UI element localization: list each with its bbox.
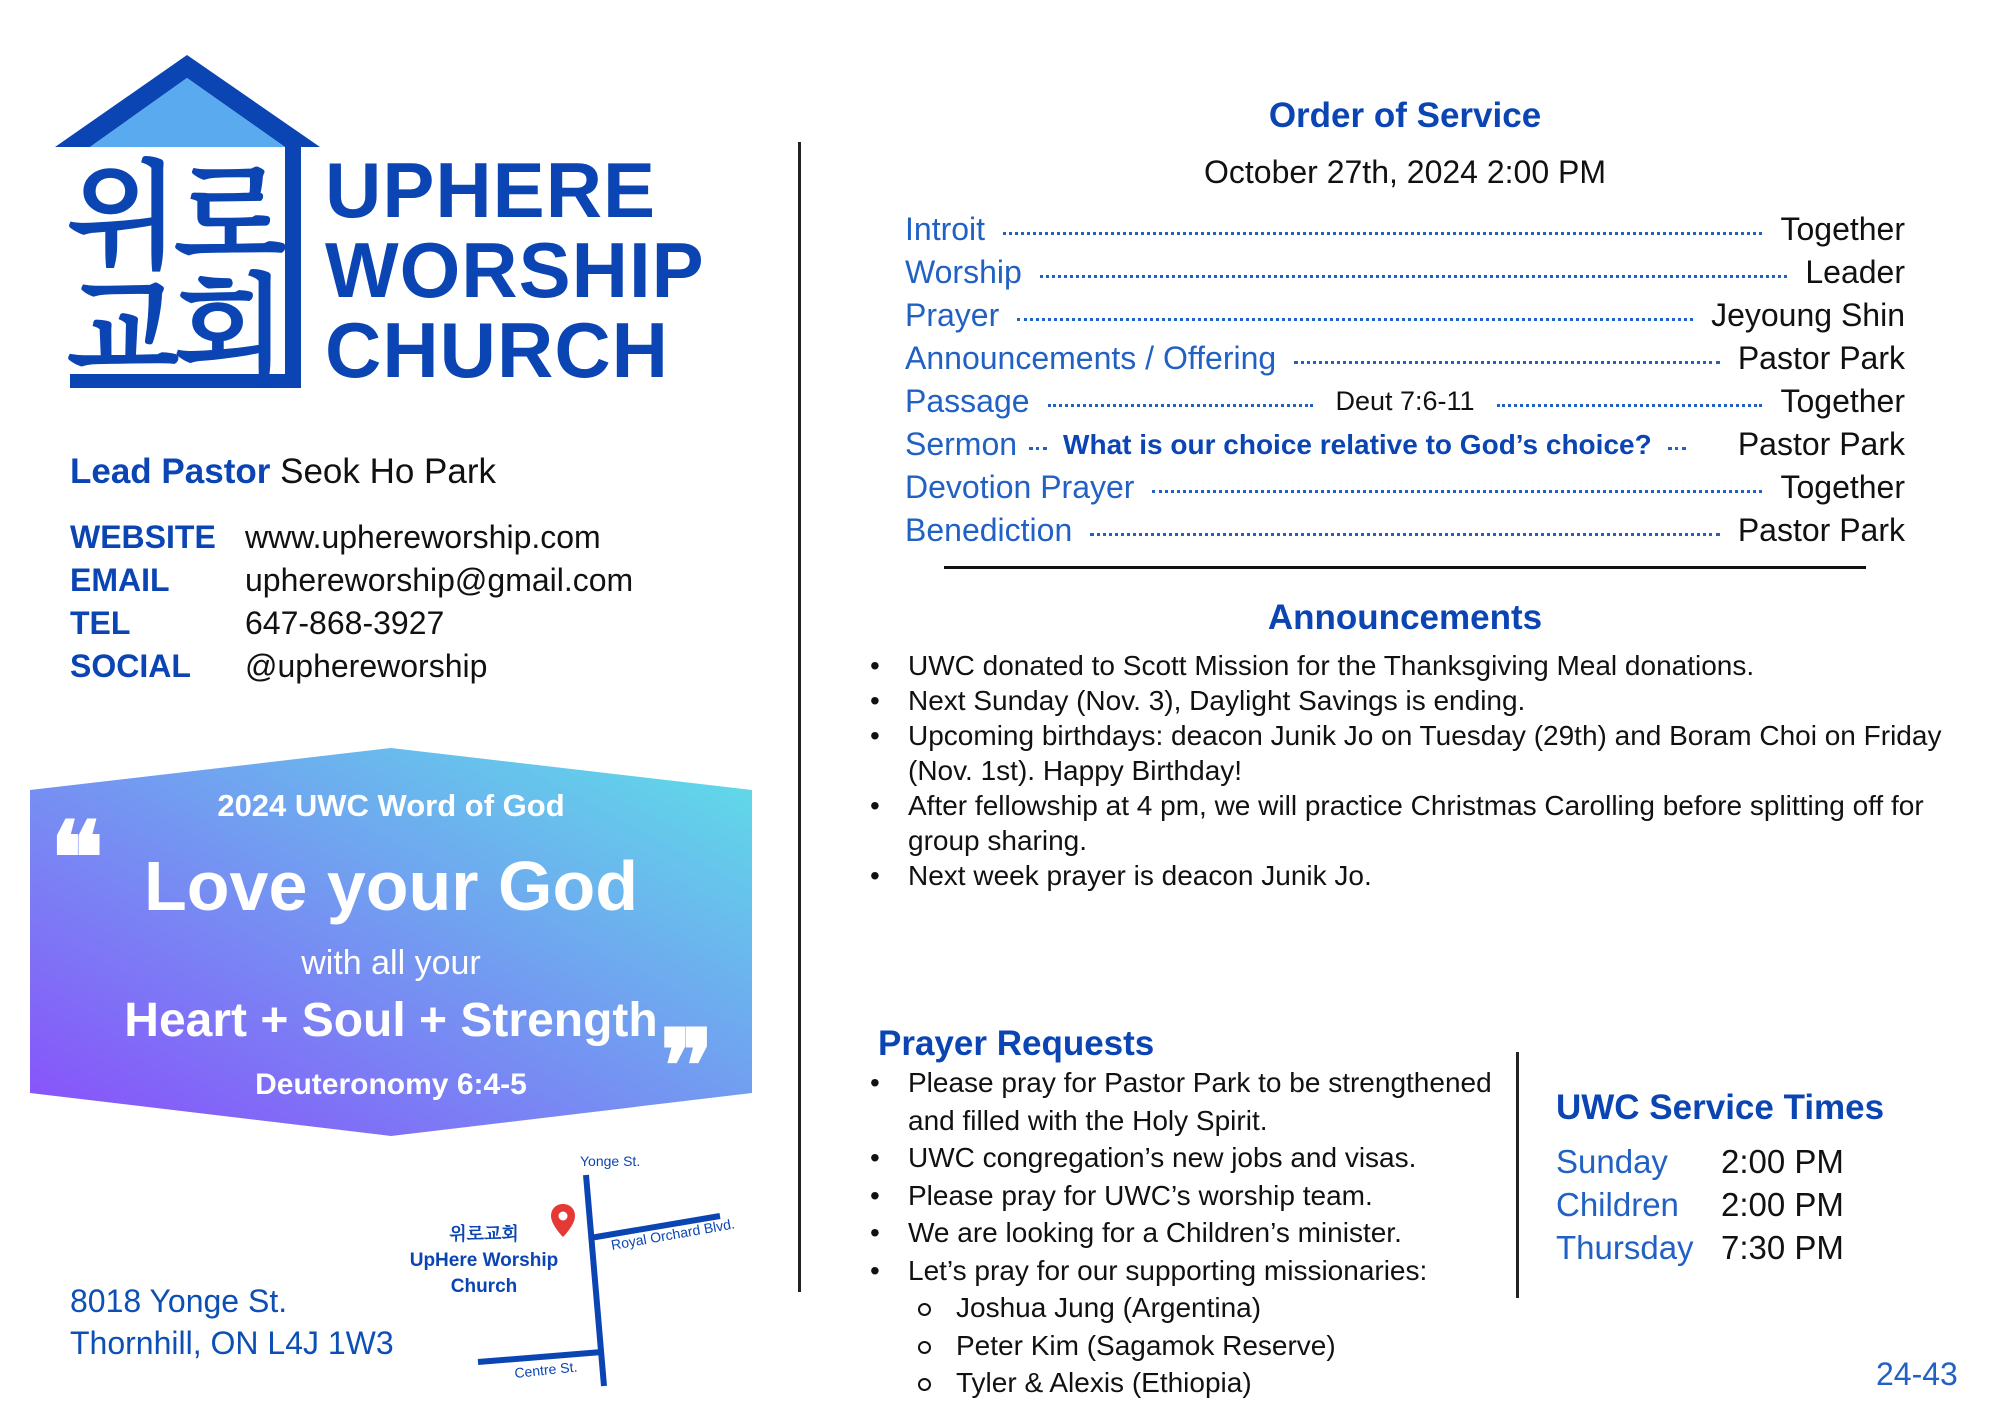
service-item-leader: Jeyoung Shin	[1711, 297, 1905, 333]
service-item-leader: Pastor Park	[1737, 340, 1905, 376]
church-address	[70, 1280, 394, 1364]
church-name-line2: WORSHIP	[325, 226, 705, 314]
prayer-item: • UWC congregation’s new jobs and visas.	[870, 1139, 1510, 1177]
service-item-name: Devotion Prayer	[905, 469, 1135, 505]
close-quote-icon: ❞	[660, 1007, 714, 1125]
prayer-item-text: Let’s pray for our supporting missionaries:	[908, 1254, 1428, 1286]
service-item	[905, 337, 1905, 380]
korean-char-2: 로	[174, 150, 287, 285]
service-item	[905, 380, 1905, 423]
banner-heading: 2024 UWC Word of God	[217, 788, 565, 823]
missionary-list	[908, 1289, 1510, 1402]
contact-label: EMAIL	[70, 562, 170, 598]
missionary-item: Peter Kim (Sagamok Reserve)	[908, 1327, 1510, 1365]
announcements-list	[870, 648, 1960, 893]
service-item-leader: Together	[1780, 383, 1905, 419]
service-times-title: UWC Service Times	[1556, 1088, 1885, 1127]
prayer-item: • Please pray for UWC’s worship team.	[870, 1177, 1510, 1215]
contact-social	[70, 645, 633, 688]
service-item-leader: Together	[1780, 469, 1905, 505]
service-item	[905, 208, 1905, 251]
service-date: October 27th, 2024 2:00 PM	[1203, 154, 1607, 190]
contact-website	[70, 516, 633, 559]
contact-label: TEL	[70, 605, 131, 641]
service-item-leader: Leader	[1805, 254, 1905, 290]
church-name-line1: UPHERE	[325, 146, 657, 234]
open-quote-icon: ❝	[50, 799, 104, 917]
lead-pastor	[70, 452, 496, 492]
map-pin-icon	[551, 1204, 575, 1237]
dot-leader	[1029, 447, 1047, 450]
church-name-line3: CHURCH	[325, 306, 669, 394]
contact-info	[70, 516, 633, 688]
service-item-leader: Together	[1780, 211, 1905, 247]
banner-reference: Deuteronomy 6:4-5	[255, 1068, 527, 1101]
dot-leader	[1048, 404, 1314, 407]
banner-content	[30, 748, 752, 1136]
korean-char-4: 회	[174, 263, 287, 392]
banner-main-text: Love your God	[144, 847, 638, 925]
prayer-item	[870, 1252, 1510, 1402]
church-name	[325, 146, 705, 394]
contact-label: SOCIAL	[70, 648, 191, 684]
missionary-item: Joshua Jung (Argentina)	[908, 1289, 1510, 1327]
lead-pastor-label: Lead Pastor	[70, 452, 271, 491]
prayer-requests-title: Prayer Requests	[878, 1024, 1155, 1063]
prayer-requests	[870, 1064, 1510, 1402]
service-item	[905, 294, 1905, 337]
service-times	[1556, 1140, 1844, 1269]
dot-leader	[1040, 275, 1788, 278]
service-item-detail: Deut 7:6-11	[1335, 386, 1475, 416]
service-item-name: Sermon	[905, 426, 1018, 462]
prayer-item: • Please pray for Pastor Park to be strengthened and filled with the Holy Spirit.	[870, 1064, 1510, 1139]
service-time-row	[1556, 1226, 1844, 1269]
website-link[interactable]: www.uphereworship.com	[245, 519, 601, 555]
korean-char-1: 위	[67, 150, 180, 285]
service-time-row	[1556, 1183, 1844, 1226]
service-item	[905, 509, 1905, 552]
address-line1: 8018 Yonge St.	[70, 1283, 288, 1319]
announcement-item: • UWC donated to Scott Mission for the Thanksgiving Meal donations.	[870, 648, 1960, 683]
social-handle: @uphereworship	[245, 648, 488, 684]
service-item-name: Introit	[905, 211, 986, 247]
service-time: 2:00 PM	[1721, 1142, 1844, 1180]
service-day: Sunday	[1556, 1142, 1668, 1180]
service-item-name: Passage	[905, 383, 1030, 419]
phone-number: 647-868-3927	[245, 605, 445, 641]
banner-emphasis: Heart + Soul + Strength	[124, 994, 658, 1047]
service-item-name: Announcements / Offering	[905, 340, 1277, 376]
street-label-centre: Centre St.	[513, 1358, 578, 1381]
service-item-leader: Pastor Park	[1737, 426, 1905, 462]
dot-leader	[1668, 447, 1686, 450]
announcements-title: Announcements	[1267, 598, 1543, 637]
dot-leader	[1497, 404, 1763, 407]
address-line2: Thornhill, ON L4J 1W3	[70, 1325, 394, 1361]
church-logo	[50, 52, 325, 392]
service-day: Children	[1556, 1185, 1679, 1223]
service-item	[905, 423, 1905, 466]
contact-label: WEBSITE	[70, 519, 216, 555]
dot-leader	[1152, 490, 1762, 493]
email-link[interactable]: uphereworship@gmail.com	[245, 562, 634, 598]
location-map	[380, 1140, 780, 1400]
column-divider	[798, 142, 801, 1292]
map-korean-name: 위로교회	[449, 1224, 519, 1245]
service-times-divider	[1516, 1052, 1519, 1298]
dot-leader	[1003, 232, 1762, 235]
sermon-title: What is our choice relative to God’s choice?	[1063, 428, 1652, 460]
dot-leader	[1294, 361, 1720, 364]
announcement-item: • Next week prayer is deacon Junik Jo.	[870, 858, 1960, 893]
korean-char-3: 교	[67, 263, 180, 392]
dot-leader	[1017, 318, 1693, 321]
announcement-item: • After fellowship at 4 pm, we will practice Christmas Carolling before splitting off for group sharing.	[870, 788, 1960, 858]
order-of-service-list	[905, 208, 1905, 552]
missionary-item: Tyler & Alexis (Ethiopia)	[908, 1364, 1510, 1402]
service-time: 7:30 PM	[1721, 1228, 1844, 1266]
street-label-yonge: Yonge St.	[580, 1153, 641, 1169]
service-time-row	[1556, 1140, 1844, 1183]
service-time: 2:00 PM	[1721, 1185, 1844, 1223]
service-item	[905, 466, 1905, 509]
dot-leader	[1090, 533, 1720, 536]
announcement-item: • Next Sunday (Nov. 3), Daylight Savings is ending.	[870, 683, 1960, 718]
service-item-name: Benediction	[905, 512, 1073, 548]
service-item-name: Worship	[905, 254, 1022, 290]
map-church-name-2: Church	[450, 1276, 518, 1297]
contact-email	[70, 559, 633, 602]
street-label-royal-orchard: Royal Orchard Blvd.	[609, 1215, 736, 1253]
service-item-name: Prayer	[905, 297, 1000, 333]
service-item	[905, 251, 1905, 294]
service-day: Thursday	[1556, 1228, 1694, 1266]
page-number: 24-43	[1876, 1356, 1958, 1392]
order-of-service-title: Order of Service	[1268, 96, 1542, 135]
announcement-item: • Upcoming birthdays: deacon Junik Jo on Tuesday (29th) and Boram Choi on Friday (Nov. 1st). Happy Birthday!	[870, 718, 1960, 788]
map-church-name-1: UpHere Worship	[409, 1250, 559, 1271]
section-divider	[944, 566, 1866, 569]
banner-sub-text: with all your	[301, 944, 481, 982]
service-item-leader: Pastor Park	[1737, 512, 1905, 548]
prayer-item: • We are looking for a Children’s minister.	[870, 1214, 1510, 1252]
contact-tel	[70, 602, 633, 645]
lead-pastor-name: Seok Ho Park	[280, 452, 497, 491]
prayer-list	[870, 1064, 1510, 1402]
